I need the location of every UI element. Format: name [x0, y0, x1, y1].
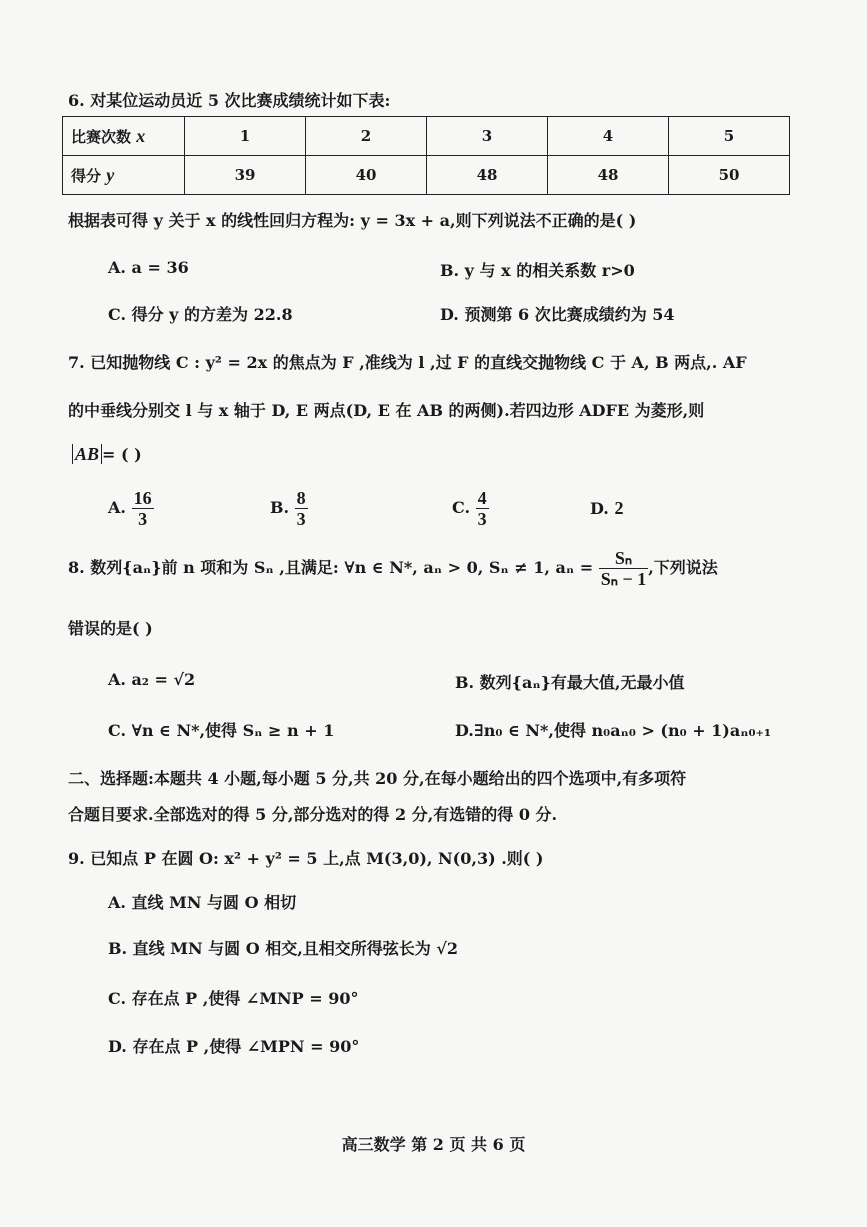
- q7-option-b: B. $\frac{8}{3}$: [270, 488, 306, 529]
- table-cell: 4: [548, 117, 669, 156]
- q7-line2: 的中垂线分别交 l 与 x 轴于 D, E 两点(D, E 在 AB 的两侧).若四边形 ADFE 为菱形,则: [68, 401, 705, 420]
- abs-ab: AB: [72, 444, 102, 464]
- q6-option-a: A. a = 36: [108, 258, 189, 277]
- table-cell: 3: [427, 117, 548, 156]
- section2-line1: 二、选择题:本题共 4 小题,每小题 5 分,共 20 分,在每小题给出的四个选项中,有多项符: [68, 769, 687, 788]
- score-table: [62, 116, 790, 195]
- q7-ask: AB = ( ): [72, 444, 142, 465]
- q6-stem: 6. 对某位运动员近 5 次比赛成绩统计如下表:: [68, 91, 391, 110]
- section2-line2: 合题目要求.全部选对的得 5 分,部分选对的得 2 分,有选错的得 0 分.: [68, 805, 558, 824]
- q7-option-a: A. $\frac{16}{3}$: [108, 488, 152, 529]
- table-cell: 1: [185, 117, 306, 156]
- table-cell: 48: [427, 156, 548, 195]
- table-row: [63, 156, 790, 195]
- table-cell: 48: [548, 156, 669, 195]
- row-x-header: 比赛次数 x: [63, 117, 185, 156]
- fraction: $\frac{4}{3}$: [477, 488, 487, 529]
- fraction: $\frac{8}{3}$: [296, 488, 306, 529]
- q8-option-c: C. ∀n ∈ N*,使得 Sₙ ≥ n + 1: [108, 721, 335, 740]
- q6-option-d: D. 预测第 6 次比赛成绩约为 54: [440, 305, 675, 324]
- q6-option-b: B. y 与 x 的相关系数 r>0: [440, 261, 635, 280]
- row-y-header: 得分 y: [63, 156, 185, 195]
- q6-option-c: C. 得分 y 的方差为 22.8: [108, 305, 293, 324]
- q9-option-a: A. 直线 MN 与圆 O 相切: [108, 893, 297, 912]
- table-cell: 5: [669, 117, 790, 156]
- table-cell: 50: [669, 156, 790, 195]
- q7-line1: 7. 已知抛物线 C : y² = 2x 的焦点为 F ,准线为 l ,过 F 的直线交抛物线 C 于 A, B 两点,. AF: [68, 353, 747, 372]
- q9-option-b: B. 直线 MN 与圆 O 相交,且相交所得弦长为 √2: [108, 939, 459, 958]
- table-cell: 40: [306, 156, 427, 195]
- fraction: $\frac{16}{3}$: [133, 488, 152, 529]
- table-row: [63, 117, 790, 156]
- q9-option-c: C. 存在点 P ,使得 ∠MNP = 90°: [108, 989, 359, 1008]
- q8-option-d: D.∃n₀ ∈ N*,使得 n₀aₙ₀ > (n₀ + 1)aₙ₀₊₁: [455, 721, 772, 740]
- table-cell: 39: [185, 156, 306, 195]
- q8-option-b: B. 数列{aₙ}有最大值,无最小值: [455, 673, 685, 692]
- page-footer: 高三数学 第 2 页 共 6 页: [341, 1135, 526, 1154]
- q7-option-d: D. 2: [590, 498, 624, 518]
- q8-option-a: A. a₂ = √2: [108, 670, 196, 689]
- q8-line1: 8. 数列{aₙ}前 n 项和为 Sₙ ,且满足: ∀n ∈ N*, aₙ > 0, Sₙ ≠ 1, aₙ = $\frac{\text{Sₙ}}{\text{Sₙ − 1}}$ ,下列说法: [68, 548, 718, 589]
- q6-follow: 根据表可得 y 关于 x 的线性回归方程为: y = 3x + a,则下列说法不正确的是( ): [68, 211, 637, 230]
- q9-stem: 9. 已知点 P 在圆 O: x² + y² = 5 上,点 M(3,0), N(0,3) .则( ): [68, 849, 544, 868]
- q7-option-c: C. $\frac{4}{3}$: [452, 488, 487, 529]
- q9-option-d: D. 存在点 P ,使得 ∠MPN = 90°: [108, 1037, 360, 1056]
- q8-line2: 错误的是( ): [68, 619, 153, 638]
- fraction: $\frac{\text{Sₙ}}{\text{Sₙ − 1}}$: [600, 548, 647, 589]
- table-cell: 2: [306, 117, 427, 156]
